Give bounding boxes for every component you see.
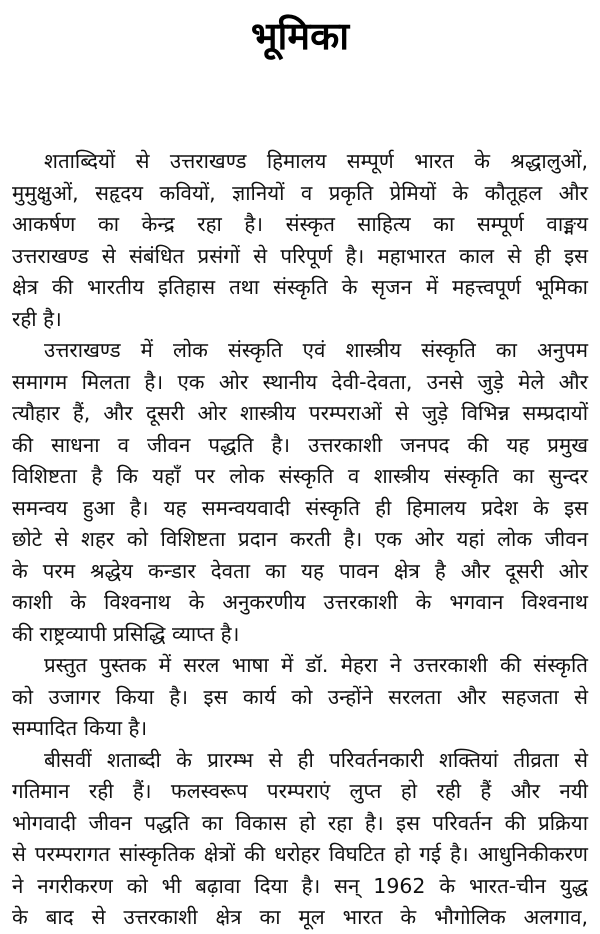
text-line: काशी के विश्वनाथ के अनुकरणीय उत्तरकाशी के भगवान विश्वनाथ (12, 590, 588, 614)
text-line: त्यौहार हैं, और दूसरी ओर शास्त्रीय परम्पराओं से जुड़े विभिन्न सम्प्रदायों (12, 401, 588, 425)
text-line: विशिष्टता है कि यहाँ पर लोक संस्कृति व शास्त्रीय संस्कृति का सुन्दर (12, 464, 588, 488)
text-line: समागम मिलता है। एक ओर स्थानीय देवी-देवता, उनसे जुड़े मेले और (12, 369, 588, 394)
text-line: आकर्षण का केन्द्र रहा है। संस्कृत साहित्य का सम्पूर्ण वाङ्मय (12, 212, 588, 236)
text-line: शताब्दियों से उत्तराखण्ड हिमालय सम्पूर्ण भारत के श्रद्धालुओं, (44, 149, 588, 173)
text-line: समन्वय हुआ है। यह समन्वयवादी संस्कृति ही हिमालय प्रदेश के इस (12, 495, 588, 520)
text-line: रही है। (12, 306, 62, 331)
body-text (12, 146, 588, 934)
text-line: उत्तराखण्ड से संबंधित प्रसंगों से परिपूर्ण है। महाभारत काल से ही इस (12, 243, 588, 268)
text-line: के बाद से उत्तरकाशी क्षेत्र का मूल भारत के भौगोलिक अलगाव, (12, 905, 588, 929)
text-line: प्रस्तुत पुस्तक में सरल भाषा में डॉ. मेहरा ने उत्तरकाशी की संस्कृति (44, 653, 588, 677)
text-line: से परम्परागत सांस्कृतिक क्षेत्रों की धरोहर विघटित हो गई है। आधुनिकीकरण (12, 842, 588, 866)
text-line: उत्तराखण्ड में लोक संस्कृति एवं शास्त्रीय संस्कृति का अनुपम (44, 338, 588, 362)
text-line: सम्पादित किया है। (12, 716, 148, 740)
text-line: ने नगरीकरण को भी बढ़ावा दिया है। सन् 1962 के भारत-चीन युद्ध (12, 873, 588, 898)
text-line: गतिमान रही हैं। फलस्वरूप परम्पराएं लुप्त हो रही हैं और नयी (12, 779, 588, 803)
paragraph-3 (12, 650, 588, 745)
text-line: की साधना व जीवन पद्धति है। उत्तरकाशी जनपद की यह प्रमुख (12, 432, 588, 457)
page-title: भूमिका (250, 14, 350, 58)
paragraph-1 (12, 146, 588, 335)
text-line: छोटे से शहर को विशिष्टता प्रदान करती है। एक ओर यहां लोक जीवन (12, 527, 588, 551)
text-line: मुमुक्षुओं, सहृदय कवियों, ज्ञानियों व प्रकृति प्रेमियों के कौतूहल और (12, 180, 588, 205)
text-line: क्षेत्र की भारतीय इतिहास तथा संस्कृति के सृजन में महत्त्वपूर्ण भूमिका (12, 275, 588, 299)
paragraph-2 (12, 335, 588, 650)
text-line: भोगवादी जीवन पद्धति का विकास हो रहा है। इस परिवर्तन की प्रक्रिया (12, 810, 588, 835)
text-line: की राष्ट्रव्यापी प्रसिद्धि व्याप्त है। (12, 621, 240, 646)
paragraph-4 (12, 745, 588, 934)
text-line: को उजागर किया है। इस कार्य को उन्होंने सरलता और सहजता से (12, 684, 588, 709)
text-line: के परम श्रद्धेय कन्डार देवता का यह पावन क्षेत्र है और दूसरी ओर (12, 558, 588, 583)
text-line: बीसवीं शताब्दी के प्रारम्भ से ही परिवर्तनकारी शक्तियां तीव्रता से (44, 747, 588, 772)
